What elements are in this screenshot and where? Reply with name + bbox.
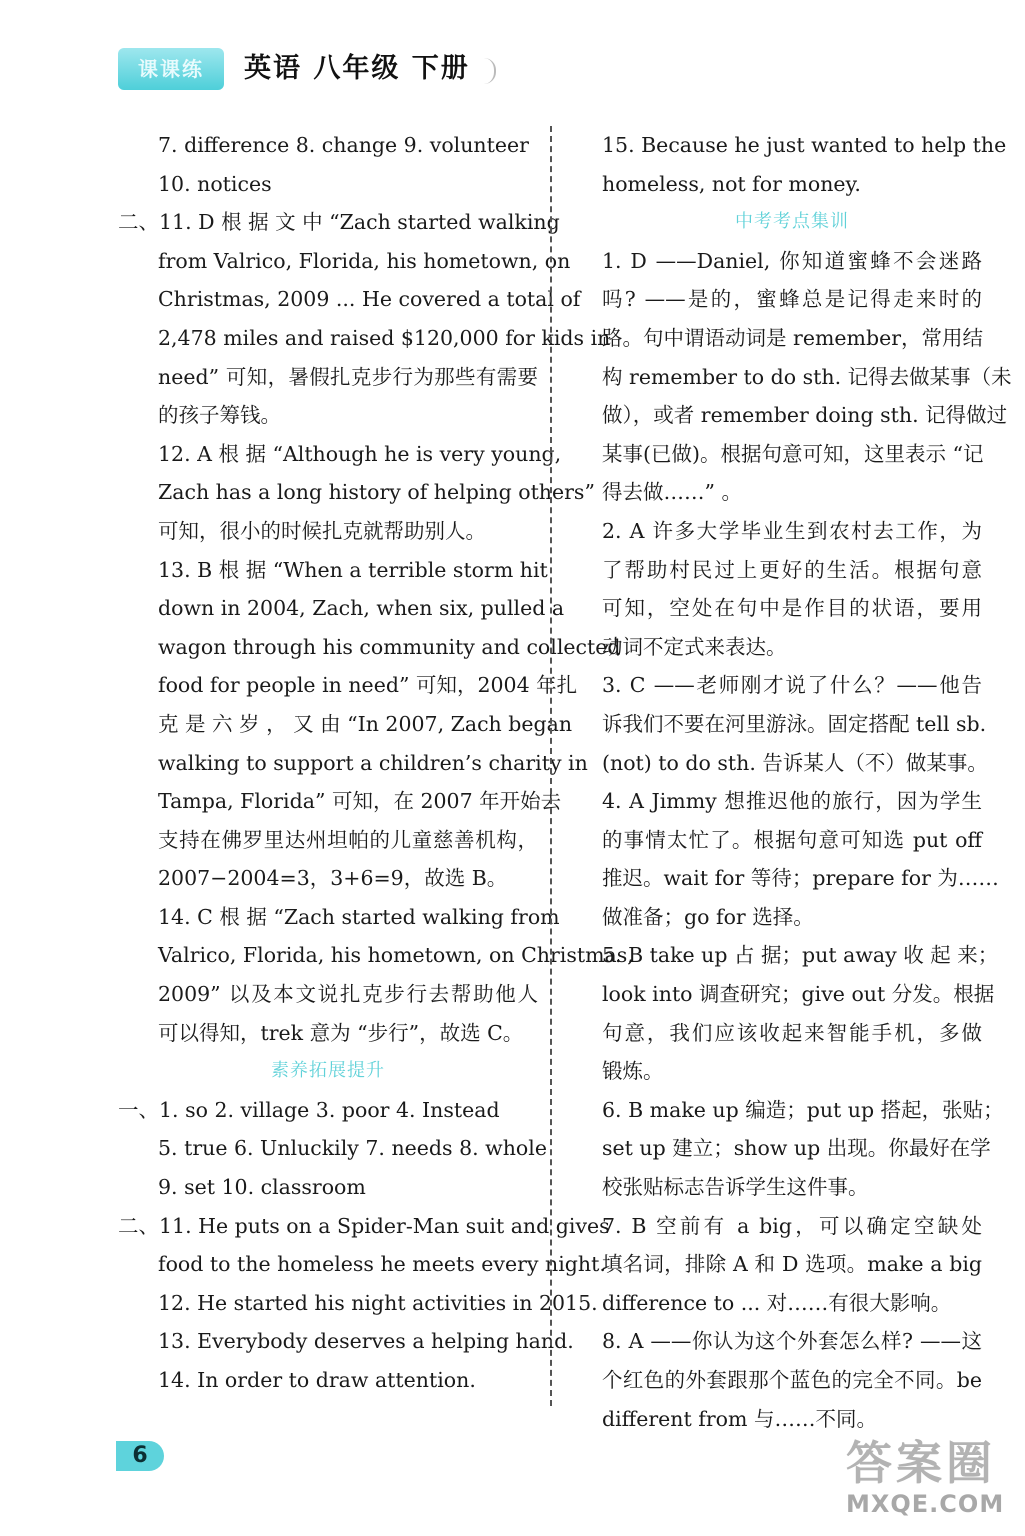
answer-line: wagon through his community and collected bbox=[158, 634, 621, 659]
answer-line: 一、1. so 2. village 3. poor 4. Instead bbox=[118, 1097, 500, 1122]
answer-line: 可知，很小的时候扎克就帮助别人。 bbox=[158, 518, 486, 543]
answer-line: 2. A 许多大学毕业生到农村去工作，为 bbox=[602, 518, 982, 543]
page-number: 6 bbox=[116, 1441, 164, 1471]
answer-line: food to the homeless he meets every night. bbox=[158, 1252, 606, 1277]
watermark-url: MXQE.COM bbox=[846, 1490, 1005, 1518]
answer-line: 做），或者 remember doing sth. 记得做过 bbox=[602, 403, 1008, 428]
answer-line: 4. A Jimmy 想推迟他的旅行，因为学生 bbox=[602, 789, 982, 814]
answer-line: 的事情太忙了。根据句意可知选 put off bbox=[602, 827, 982, 852]
answer-line: 推迟。wait for 等待；prepare for 为…… bbox=[602, 866, 999, 891]
answer-line: 的孩子筹钱。 bbox=[158, 403, 281, 428]
answer-line: walking to support a children’s charity in bbox=[158, 750, 588, 775]
answer-line: 5. B take up 占 据；put away 收 起 来； bbox=[602, 943, 999, 968]
answer-line: 9. set 10. classroom bbox=[158, 1175, 366, 1200]
answer-line: 可知，空处在句中是作目的状语，要用 bbox=[602, 596, 982, 621]
answer-line: 诉我们不要在河里游泳。固定搭配 tell sb. bbox=[602, 711, 987, 736]
answer-line: 1. D ——Daniel, 你知道蜜蜂不会迷路 bbox=[602, 248, 982, 273]
answer-line: 构 remember to do sth. 记得去做某事（未 bbox=[602, 364, 1012, 389]
section-heading: 素养拓展提升 bbox=[271, 1060, 385, 1082]
answer-line: (not) to do sth. 告诉某人（不）做某事。 bbox=[602, 750, 988, 775]
answer-line: 克 是 六 岁 ， 又 由 “In 2007, Zach began bbox=[158, 711, 573, 736]
answer-line: 2,478 miles and raised $120,000 for kids in bbox=[158, 325, 611, 350]
answer-line: 锻炼。 bbox=[602, 1059, 664, 1084]
answer-line: 吗? ——是的，蜜蜂总是记得走来时的 bbox=[602, 287, 982, 312]
answer-line: look into 调查研究；give out 分发。根据 bbox=[602, 982, 995, 1007]
answer-line: 7. difference 8. change 9. volunteer bbox=[158, 133, 529, 157]
answer-line: Zach has a long history of helping others” bbox=[158, 480, 595, 505]
column-divider bbox=[550, 126, 552, 1406]
answer-line: 3. C ——老师刚才说了什么？——他告 bbox=[602, 673, 982, 698]
answer-line: need” 可知，暑假扎克步行为那些有需要 bbox=[158, 364, 538, 389]
section-heading: 中考考点集训 bbox=[735, 211, 849, 233]
answer-line: 13. B 根 据 “When a terrible storm hit bbox=[158, 557, 548, 582]
answer-line: set up 建立；show up 出现。你最好在学 bbox=[602, 1136, 991, 1161]
answer-line: 12. He started his night activities in 2015. bbox=[158, 1290, 598, 1315]
answer-line: 填名词，排除 A 和 D 选项。make a big bbox=[602, 1252, 982, 1277]
answer-line: 支持在佛罗里达州坦帕的儿童慈善机构， bbox=[158, 827, 538, 852]
watermark-logo: 答案圈 bbox=[846, 1436, 996, 1490]
answer-line: 了帮助村民过上更好的生活。根据句意 bbox=[602, 557, 982, 582]
right-column bbox=[602, 126, 1012, 1438]
book-title: 英语 八年级 下册 bbox=[244, 53, 470, 84]
answer-line: 二、11. He puts on a Spider-Man suit and gives bbox=[118, 1213, 610, 1238]
answer-line: 6. B make up 编造；put up 搭起，张贴； bbox=[602, 1097, 1004, 1122]
watermark bbox=[846, 1436, 1018, 1532]
answer-line: 8. A ——你认为这个外套怎么样? ——这 bbox=[602, 1329, 982, 1354]
answer-line: 5. true 6. Unluckily 7. needs 8. whole bbox=[158, 1136, 547, 1161]
answer-line: 校张贴标志告诉学生这件事。 bbox=[602, 1175, 869, 1200]
answer-line: Christmas, 2009 ... He covered a total of bbox=[158, 287, 581, 312]
answer-line: 14. In order to draw attention. bbox=[158, 1368, 476, 1392]
answer-line: 7. B 空前有 a big，可以确定空缺处 bbox=[602, 1213, 982, 1238]
answer-line: 10. notices bbox=[158, 171, 272, 196]
answer-line: food for people in need” 可知，2004 年扎 bbox=[158, 673, 578, 698]
answer-line: homeless, not for money. bbox=[602, 171, 861, 196]
answer-line: 2009” 以及本文说扎克步行去帮助他人 bbox=[158, 982, 538, 1007]
answer-line: 路。句中谓语动词是 remember，常用结 bbox=[602, 325, 984, 350]
answer-line: 动词不定式来表达。 bbox=[602, 634, 787, 659]
answer-line: difference to ... 对……有很大影响。 bbox=[602, 1290, 952, 1315]
answer-line: 个红色的外套跟那个蓝色的完全不同。be bbox=[602, 1368, 982, 1392]
answer-line: Valrico, Florida, his hometown, on Christmas, bbox=[158, 943, 634, 968]
answer-line: 13. Everybody deserves a helping hand. bbox=[158, 1329, 574, 1354]
answer-line: 可以得知，trek 意为 “步行”，故选 C。 bbox=[158, 1020, 524, 1045]
answer-line: Tampa, Florida” 可知，在 2007 年开始去 bbox=[158, 789, 562, 814]
answer-line: 某事(已做)。根据句意可知，这里表示 “记 bbox=[602, 441, 984, 466]
answer-line: 14. C 根 据 “Zach started walking from bbox=[158, 904, 560, 929]
answer-line: 二、11. D 根 据 文 中 “Zach started walking bbox=[118, 210, 560, 235]
answer-line: 2007−2004=3，3+6=9，故选 B。 bbox=[158, 866, 508, 891]
answer-line: different from 与……不同。 bbox=[602, 1406, 877, 1431]
answer-line: down in 2004, Zach, when six, pulled a bbox=[158, 596, 565, 621]
answer-line: 做准备；go for 选择。 bbox=[602, 904, 814, 929]
series-badge: 课课练 bbox=[118, 48, 224, 90]
header-ornament bbox=[484, 58, 496, 84]
answer-line: from Valrico, Florida, his hometown, on bbox=[158, 248, 571, 273]
answer-line: 得去做……” 。 bbox=[602, 480, 742, 505]
answer-line: 15. Because he just wanted to help the bbox=[602, 133, 1007, 157]
answer-line: 句意，我们应该收起来智能手机，多做 bbox=[602, 1020, 982, 1045]
page-header bbox=[118, 44, 518, 96]
answer-line: 12. A 根 据 “Although he is very young, bbox=[158, 441, 562, 466]
